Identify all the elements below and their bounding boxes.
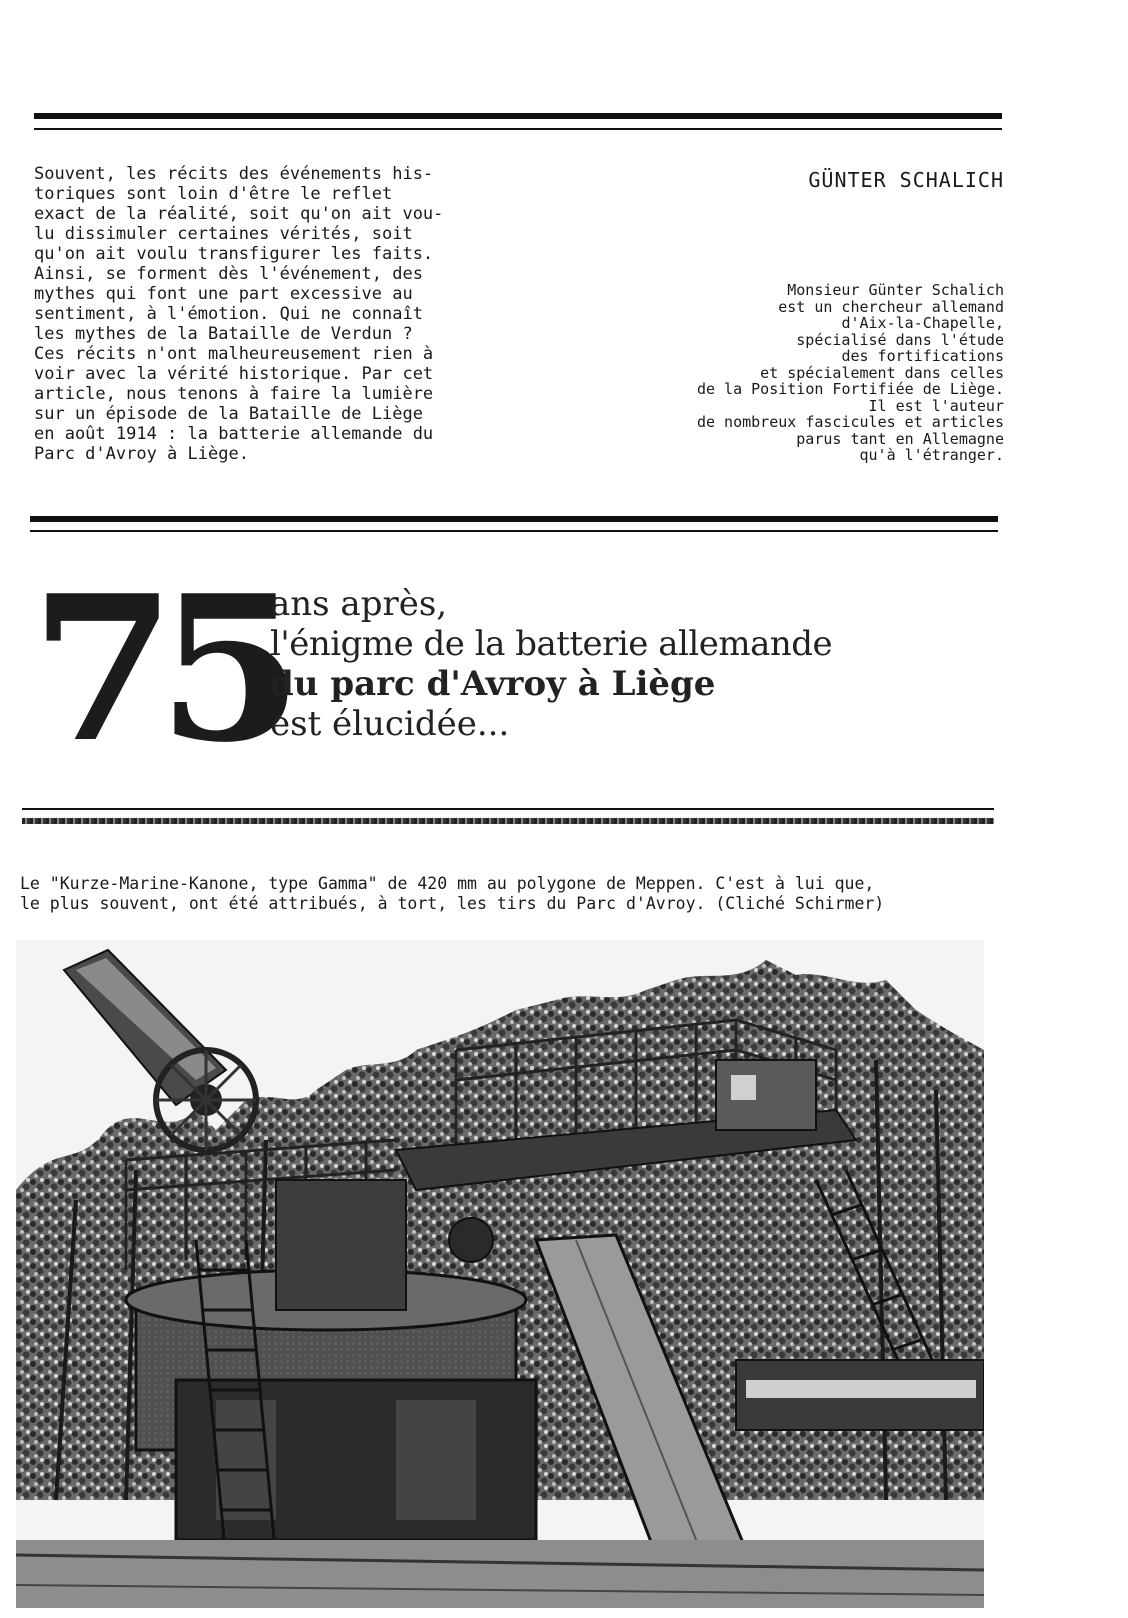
middle-rule-thick xyxy=(30,516,998,522)
headline-line-4: est élucidée... xyxy=(270,704,510,744)
photo-caption: Le "Kurze-Marine-Kanone, type Gamma" de 420 mm au polygone de Meppen. C'est à lui que, le plus souvent, ont été attribués, à tort, les tirs du Parc d'Avroy. (Cliché Schirmer) xyxy=(20,874,885,913)
intro-paragraph: Souvent, les récits des événements his- toriques sont loin d'être le reflet exact de la réalité, soit qu'on ait vou- lu dissimuler certaines vérités, soit qu'on ait voulu transfigurer les faits. Ainsi, se forment dès l'événement, des mythes qui font une part excessive au sentiment, à l'émotion. Qui ne connaît les mythes de la Bataille de Verdun ? Ces récits n'ont malheureusement rien à voir avec la vérité historique. Par cet article, nous tenons à faire la lumière sur un épisode de la Bataille de Liège en août 1914 : la batterie allemande du Parc d'Avroy à Liège. xyxy=(34,164,444,464)
author-name: GÜNTER SCHALICH xyxy=(808,168,1004,192)
lower-rule-thin xyxy=(22,808,994,810)
top-rule-thin xyxy=(34,128,1002,130)
middle-rule-thin xyxy=(30,530,998,532)
lower-rule-dotted xyxy=(22,818,994,824)
author-bio: Monsieur Günter Schalich est un chercheur allemand d'Aix-la-Chapelle, spécialisé dans l'étude des fortifications et spécialement dans celles de la Position Fortifiée de Liège. Il est l'auteur de nombreux fascicules et articles parus tant en Allemagne qu'à l'étranger. xyxy=(696,281,1004,464)
ground xyxy=(16,1540,984,1608)
headline-line-2: l'énigme de la batterie allemande xyxy=(270,624,833,664)
headline-line-1: ans après, xyxy=(270,584,448,624)
photo-illustration xyxy=(16,940,984,1608)
photo-railway-gun xyxy=(16,940,984,1608)
headline xyxy=(270,584,832,744)
headline-line-3: du parc d'Avroy à Liège xyxy=(270,664,716,704)
top-rule-thick xyxy=(34,113,1002,119)
title-number: 75 xyxy=(30,552,285,787)
